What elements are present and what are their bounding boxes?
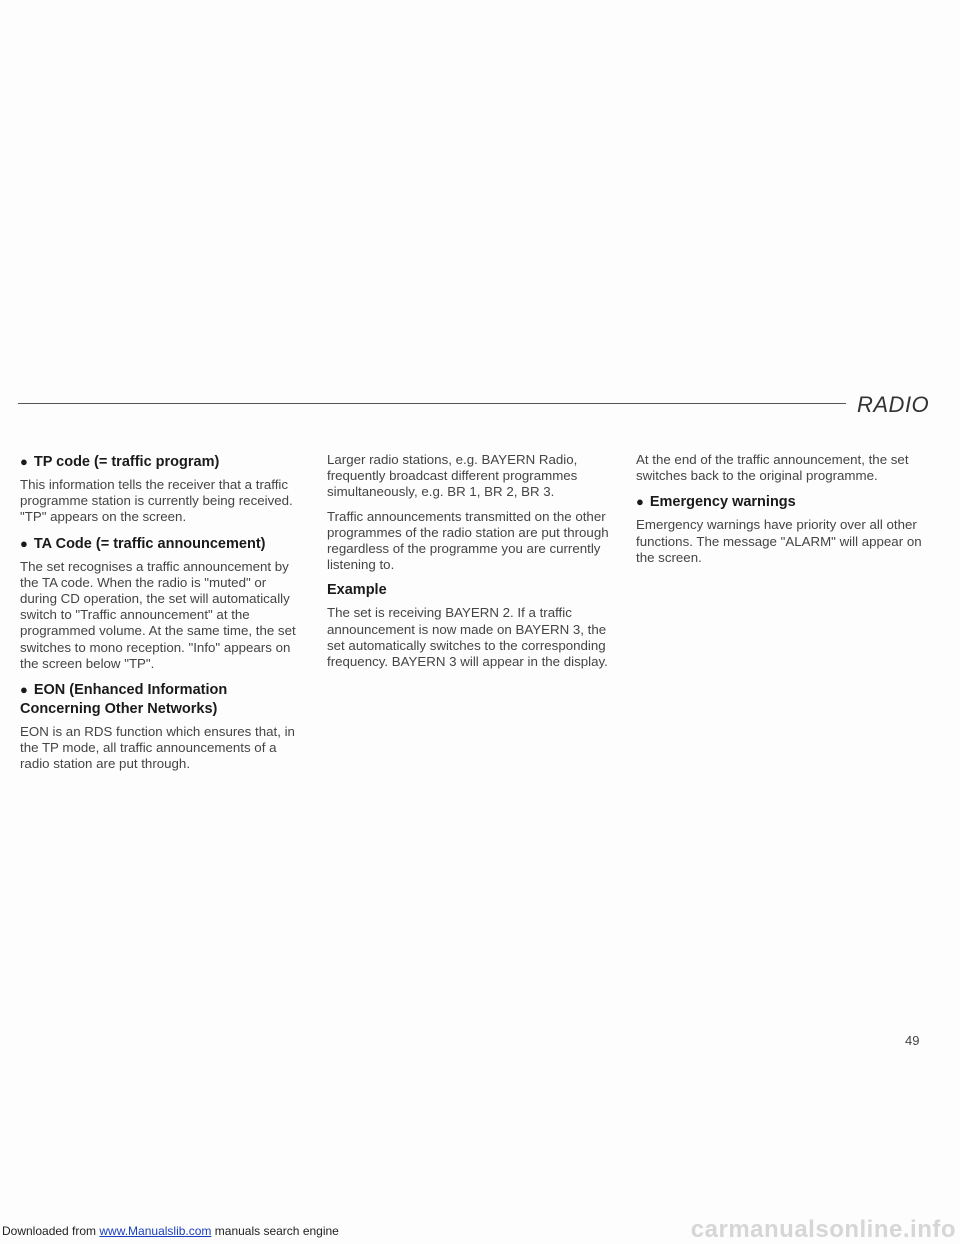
eon-heading [20,680,298,719]
section-title: RADIO [857,392,930,417]
larger-stations-text: Larger radio stations, e.g. BAYERN Radio, frequently broadcast different programmes simultaneously, e.g. BR 1, BR 2, BR 3. [327,452,578,500]
bullet-icon: ● [20,535,28,551]
tp-code-heading [20,452,298,472]
column-2 [327,452,613,678]
bullet-icon: ● [636,494,644,510]
ta-code-text: The set recognises a traffic announcement by the TA code. When the radio is "muted" or during CD operation, the set will automatically switch to "Traffic announcement" at the programmed volume. At the same time, the set switches to mono reception. "Info" appears on the screen below "TP". [20,558,296,671]
tp-code-text: This information tells the receiver that a traffic programme station is currently being received. "TP" appears on the screen. [20,477,293,525]
tp-code-heading-text: TP code (= traffic program) [33,454,220,470]
example-heading: Example [327,582,387,599]
column-3 [636,452,922,574]
column-1 [20,452,298,781]
manualslib-link[interactable]: www.Manualslib.com [99,1224,212,1238]
bullet-icon: ● [20,682,28,698]
eon-heading-text: EON (Enhanced Information Concerning Other Networks) [20,682,228,718]
traffic-announcements-text: Traffic announcements transmitted on the other programmes of the radio station are put through regardless of the programme you are currently listening to. [327,508,609,573]
footer-prefix: Downloaded from [2,1224,100,1238]
footer-source [2,1224,339,1238]
bullet-icon: ● [20,454,28,469]
emergency-warnings-heading-text: Emergency warnings [649,494,796,511]
watermark: carmanualsonline.info [690,1216,956,1243]
example-text: The set is receiving BAYERN 2. If a traffic announcement is now made on BAYERN 3, the set automatically switches to the corresponding frequency. BAYERN 3 will appear in the display. [327,605,608,670]
eon-text: EON is an RDS function which ensures that, in the TP mode, all traffic announcements of a radio station are put through. [20,724,295,772]
page-number: 49 [905,1033,920,1048]
emergency-warnings-text: Emergency warnings have priority over all other functions. The message "ALARM" will appear on the screen. [636,517,922,565]
emergency-warnings-heading [636,492,922,512]
ta-code-heading [20,534,298,554]
header-rule [18,403,846,404]
ta-code-heading-text: TA Code (= traffic announcement) [33,535,266,552]
footer [0,1216,960,1243]
end-of-announcement-text: At the end of the traffic announcement, the set switches back to the original programme. [636,452,909,484]
footer-suffix: manuals search engine [211,1224,339,1238]
